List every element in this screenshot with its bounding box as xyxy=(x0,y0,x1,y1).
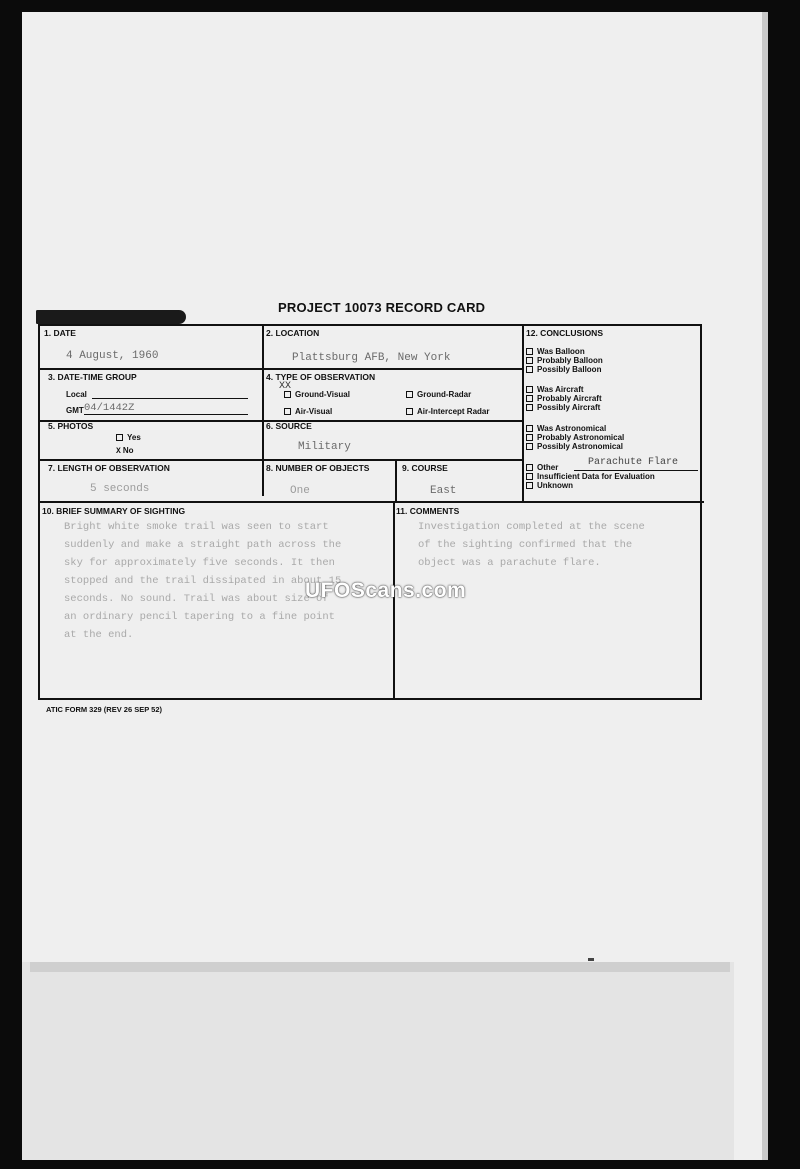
option-label: Ground-Visual xyxy=(295,390,350,399)
card-title: PROJECT 10073 RECORD CARD xyxy=(278,300,486,315)
checkbox-icon xyxy=(526,425,533,432)
conclusion-option: Possibly Astronomical xyxy=(537,442,623,451)
length-of-observation-label: 7. LENGTH OF OBSERVATION xyxy=(48,463,170,473)
checkbox-icon xyxy=(526,443,533,450)
summary-line: suddenly and make a straight path across the xyxy=(64,539,342,551)
local-underline xyxy=(92,398,248,399)
lower-page-shadow xyxy=(22,962,734,1160)
comments-line: of the sighting confirmed that the xyxy=(418,539,633,551)
divider xyxy=(40,459,522,461)
gmt-value: 04/1442Z xyxy=(84,402,135,414)
form-identifier: ATIC FORM 329 (REV 26 SEP 52) xyxy=(46,705,163,714)
watermark: UFOScans.com xyxy=(305,579,467,602)
conclusion-option: Insufficient Data for Evaluation xyxy=(537,472,655,481)
location-label: 2. LOCATION xyxy=(266,328,320,338)
option-label: Air-Intercept Radar xyxy=(417,407,490,416)
option-label: Yes xyxy=(127,433,141,442)
number-value: One xyxy=(290,485,310,497)
source-value: Military xyxy=(298,441,351,453)
option-air-intercept-radar xyxy=(406,407,489,416)
summary-line: an ordinary pencil tapering to a fine point xyxy=(64,611,335,623)
location-value: Plattsburg AFB, New York xyxy=(292,352,451,364)
checkbox-icon xyxy=(526,434,533,441)
course-value: East xyxy=(430,485,457,497)
option-label: No xyxy=(122,446,134,455)
summary-line: seconds. No sound. Trail was about size of xyxy=(64,593,329,605)
date-time-group-label: 3. DATE-TIME GROUP xyxy=(48,372,137,382)
option-photos-no xyxy=(116,446,133,456)
summary-text xyxy=(64,518,341,644)
checkbox-icon xyxy=(284,391,291,398)
checkbox-icon xyxy=(116,434,123,441)
divider xyxy=(40,501,704,503)
comments-line: Investigation completed at the scene xyxy=(418,521,645,533)
conclusion-option: Other xyxy=(537,463,559,472)
checkbox-icon xyxy=(526,357,533,364)
redaction-smudge xyxy=(36,310,186,324)
option-photos-yes xyxy=(116,433,141,442)
ground-visual-mark: XX xyxy=(279,381,292,392)
no-mark: X xyxy=(116,447,121,456)
option-label: Ground-Radar xyxy=(417,390,472,399)
checkbox-icon xyxy=(526,464,533,471)
conclusions-label: 12. CONCLUSIONS xyxy=(526,328,603,338)
conclusion-group-balloon xyxy=(526,347,603,374)
local-label: Local xyxy=(66,390,87,399)
gmt-label: GMT xyxy=(66,406,84,415)
conclusion-option: Was Balloon xyxy=(537,347,585,356)
checkbox-icon xyxy=(526,395,533,402)
length-value: 5 seconds xyxy=(90,483,150,495)
checkbox-icon xyxy=(526,366,533,373)
comments-line: object was a parachute flare. xyxy=(418,557,601,569)
conclusion-option: Was Aircraft xyxy=(537,385,584,394)
divider xyxy=(262,326,264,496)
conclusion-option: Was Astronomical xyxy=(537,424,607,433)
conclusion-option: Probably Balloon xyxy=(537,356,603,365)
comments-label: 11. COMMENTS xyxy=(396,506,460,516)
speck xyxy=(588,958,594,961)
conclusion-group-astronomical xyxy=(526,424,624,451)
summary-label: 10. BRIEF SUMMARY OF SIGHTING xyxy=(42,506,186,516)
conclusion-option: Unknown xyxy=(537,481,573,490)
page-edge-band xyxy=(30,962,730,972)
summary-line: stopped and the trail dissipated in about 15 xyxy=(64,575,342,587)
divider xyxy=(522,326,524,502)
option-air-visual xyxy=(284,407,332,416)
checkbox-icon xyxy=(526,348,533,355)
other-value: Parachute Flare xyxy=(588,457,679,468)
conclusion-group-aircraft xyxy=(526,385,602,412)
gmt-underline xyxy=(84,414,248,415)
divider xyxy=(395,459,397,502)
conclusion-option: Probably Aircraft xyxy=(537,394,602,403)
comments-text xyxy=(418,518,645,572)
course-label: 9. COURSE xyxy=(402,463,448,473)
option-ground-visual xyxy=(284,390,350,399)
date-value: 4 August, 1960 xyxy=(66,350,159,362)
conclusion-option: Possibly Aircraft xyxy=(537,403,601,412)
checkbox-icon xyxy=(526,473,533,480)
checkbox-icon xyxy=(526,404,533,411)
summary-line: at the end. xyxy=(64,629,134,641)
checkbox-icon xyxy=(284,408,291,415)
date-label: 1. DATE xyxy=(44,328,76,338)
conclusion-option: Probably Astronomical xyxy=(537,433,625,442)
type-of-observation-label: 4. TYPE OF OBSERVATION xyxy=(266,372,376,382)
checkbox-icon xyxy=(526,482,533,489)
number-of-objects-label: 8. NUMBER OF OBJECTS xyxy=(266,463,370,473)
source-label: 6. SOURCE xyxy=(266,421,312,431)
checkbox-icon xyxy=(406,391,413,398)
photos-label: 5. PHOTOS xyxy=(48,421,94,431)
divider xyxy=(40,368,522,370)
conclusion-option: Possibly Balloon xyxy=(537,365,602,374)
checkbox-icon xyxy=(526,386,533,393)
summary-line: Bright white smoke trail was seen to start xyxy=(64,521,329,533)
summary-line: sky for approximately five seconds. It then xyxy=(64,557,335,569)
option-label: Air-Visual xyxy=(295,407,333,416)
option-ground-radar xyxy=(406,390,471,399)
other-underline xyxy=(574,470,698,471)
checkbox-icon xyxy=(406,408,413,415)
